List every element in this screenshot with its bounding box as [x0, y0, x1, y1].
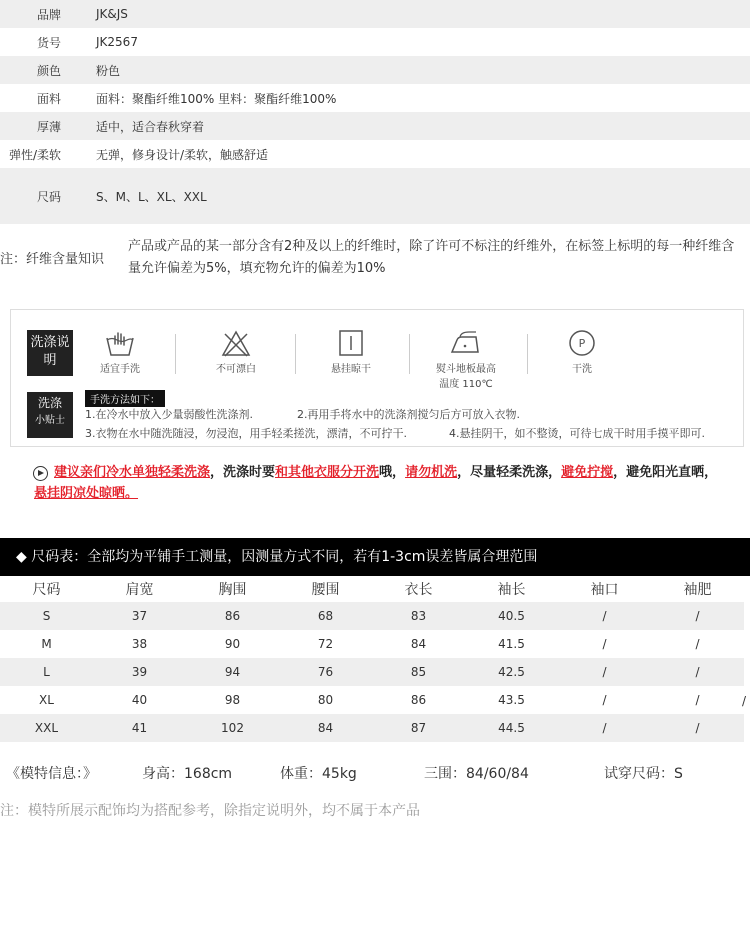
svg-text:P: P	[578, 337, 586, 350]
advice-highlight: 和其他衣服分开洗	[275, 465, 380, 480]
model-measurements: 三围：84/60/84	[424, 766, 529, 782]
advice-highlight: 悬挂阴凉处晾晒。	[34, 486, 139, 501]
table-cell: 80	[317, 693, 334, 707]
table-cell: 86	[410, 693, 427, 707]
table-cell: 84	[317, 721, 334, 735]
table-cell: /	[602, 637, 607, 651]
table-cell: XXL	[34, 721, 59, 735]
spec-row-thickness	[0, 112, 750, 140]
tips-title: 手洗方法如下：	[85, 390, 165, 407]
table-cell: S	[42, 609, 51, 623]
iron-icon	[449, 328, 483, 358]
advice-text: ，避免阳光直晒，	[613, 465, 718, 480]
hand-wash-icon	[103, 328, 137, 358]
spec-row-size	[0, 168, 750, 224]
wash-badge: 洗涤说明	[27, 330, 73, 376]
dry-clean-label: 干洗	[572, 364, 592, 375]
table-cell: 40	[131, 693, 148, 707]
spec-row-color	[0, 56, 750, 84]
spec-row-elasticity	[0, 140, 750, 168]
spec-value: S、M、L、XL、XXL	[96, 189, 207, 204]
advice-highlight: 建议亲们冷水单独轻柔洗涤	[54, 465, 211, 480]
table-cell: 76	[317, 665, 334, 679]
table-cell: 102	[221, 721, 244, 735]
spec-key: 货号	[36, 35, 61, 50]
spec-key: 品牌	[36, 7, 61, 22]
table-cell: 98	[224, 693, 241, 707]
table-cell: 42.5	[498, 665, 525, 679]
tip-3: 3.衣物在水中随洗随浸，勿浸泡，用手轻柔搓洗，漂清，不可拧干.	[85, 427, 407, 440]
spec-value: 粉色	[96, 63, 121, 78]
hang-dry-icon	[334, 328, 368, 358]
model-height: 身高：168cm	[142, 766, 233, 782]
spec-row-fabric	[0, 84, 750, 112]
size-table-header-cell: 腰围	[311, 582, 340, 598]
table-cell: 39	[131, 665, 148, 679]
iron-item	[421, 328, 511, 390]
table-cell: M	[41, 637, 52, 651]
table-cell: /	[695, 665, 700, 679]
table-row	[0, 686, 747, 714]
table-cell: 85	[410, 665, 427, 679]
hand-wash-label: 适宜手洗	[100, 364, 140, 375]
table-cell: 37	[131, 609, 148, 623]
table-cell: /	[695, 637, 700, 651]
no-bleach-item	[191, 328, 281, 375]
model-weight: 体重：45kg	[280, 766, 357, 782]
size-table-header-cell: 尺码	[32, 582, 61, 598]
divider	[175, 334, 176, 374]
wash-instructions	[10, 309, 744, 447]
table-cell: 83	[410, 609, 427, 623]
table-cell: 72	[317, 637, 334, 651]
table-row	[0, 602, 744, 630]
divider	[409, 334, 410, 374]
table-cell: /	[695, 693, 700, 707]
divider	[527, 334, 528, 374]
fiber-note-label: 注：纤维含量知识	[0, 252, 105, 267]
spec-value: 适中，适合春秋穿着	[96, 119, 205, 134]
size-table-header-cell: 袖口	[590, 582, 619, 598]
dry-clean-item	[537, 328, 627, 375]
table-cell: 43.5	[498, 693, 525, 707]
spec-row-brand	[0, 0, 750, 28]
spec-value: JK&JS	[96, 7, 128, 21]
advice-text: 哦，	[379, 465, 406, 480]
spec-key: 面料	[36, 91, 61, 106]
spec-value: 无弹，修身设计/柔软，触感舒适	[96, 147, 269, 162]
table-cell: /	[602, 665, 607, 679]
table-cell: 87	[410, 721, 427, 735]
advice-highlight: 避免拧搅	[561, 465, 614, 480]
advice-highlight: 请勿机洗	[405, 465, 458, 480]
size-table	[0, 576, 747, 742]
table-cell: XL	[39, 693, 54, 707]
iron-label: 熨斗地板最高	[436, 364, 496, 375]
table-cell: 90	[224, 637, 241, 651]
spec-key: 尺码	[36, 189, 61, 204]
tips-badge	[27, 392, 73, 438]
spec-key: 弹性/柔软	[8, 147, 61, 162]
wash-advice	[34, 462, 724, 504]
table-cell: 94	[224, 665, 241, 679]
dry-clean-icon	[565, 328, 599, 358]
tip-4: 4.悬挂阴干，如不整烫，可待七成干时用手摸平即可.	[449, 427, 705, 440]
accessory-note: 注：模特所展示配饰均为搭配参考，除指定说明外，均不属于本产品	[0, 803, 420, 819]
table-cell: 86	[224, 609, 241, 623]
model-label: 《模特信息：》	[6, 766, 97, 782]
table-cell: 68	[317, 609, 334, 623]
table-cell: /	[602, 721, 607, 735]
size-table-header-cell: 袖肥	[683, 582, 712, 598]
table-cell: 84	[410, 637, 427, 651]
size-table-header-cell: 肩宽	[125, 582, 154, 598]
stray-slash: /	[742, 694, 747, 708]
size-table-header-cell: 袖长	[497, 582, 526, 598]
no-bleach-icon	[219, 328, 253, 358]
table-cell: 38	[131, 637, 148, 651]
spec-value: JK2567	[96, 35, 138, 49]
table-cell: 41.5	[498, 637, 525, 651]
advice-text: ，洗涤时要	[210, 465, 276, 480]
advice-text: ，尽量轻柔洗涤，	[457, 465, 562, 480]
table-cell: 40.5	[498, 609, 525, 623]
size-table-header-cell: 衣长	[404, 582, 433, 598]
iron-label-temp: 温度 110℃	[439, 379, 493, 390]
hang-dry-item	[306, 328, 396, 375]
model-size: 试穿尺码：S	[604, 766, 683, 782]
table-cell: /	[602, 609, 607, 623]
table-row	[0, 714, 744, 742]
tips-badge-bottom: 小贴士	[35, 415, 65, 426]
table-cell: L	[43, 665, 50, 679]
spec-key: 厚薄	[36, 119, 61, 134]
table-cell: 44.5	[498, 721, 525, 735]
table-cell: /	[695, 721, 700, 735]
size-table-header	[0, 576, 744, 602]
tips-badge-top: 洗涤	[37, 396, 62, 410]
hand-wash-item	[75, 328, 165, 375]
spec-value: 面料：聚酯纤维100% 里料：聚酯纤维100%	[96, 91, 337, 106]
spec-row-sku	[0, 28, 750, 56]
table-cell: 41	[131, 721, 148, 735]
table-cell: /	[602, 693, 607, 707]
fiber-note-text: 产品或产品的某一部分含有2种及以上的纤维时，除了许可不标注的纤维外，在标签上标明的每一种纤维含量允许偏差为5%，填充物允许的偏差为10%	[128, 239, 735, 276]
tip-1: 1.在冷水中放入少量弱酸性洗涤剂.	[85, 408, 253, 421]
table-row	[0, 630, 744, 658]
no-bleach-label: 不可漂白	[216, 364, 256, 375]
tip-2: 2.再用手将水中的洗涤剂搅匀后方可放入衣物.	[297, 408, 520, 421]
size-chart-banner: ◆ 尺码表：全部均为平铺手工测量，因测量方式不同，若有1-3cm误差皆属合理范围	[0, 538, 750, 576]
spec-key: 颜色	[36, 63, 61, 78]
hang-dry-label: 悬挂晾干	[331, 364, 371, 375]
spec-table	[0, 0, 750, 224]
table-cell: /	[695, 609, 700, 623]
size-table-header-cell: 胸围	[218, 582, 247, 598]
table-row	[0, 658, 744, 686]
divider	[295, 334, 296, 374]
